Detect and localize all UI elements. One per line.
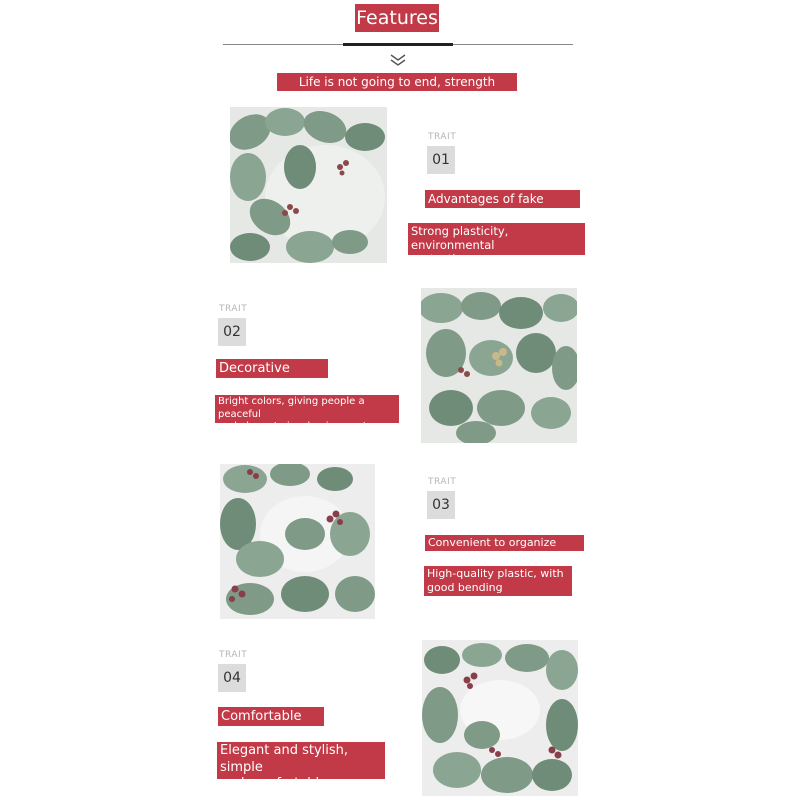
header-divider-accent bbox=[343, 43, 453, 46]
trait-description-4: Elegant and stylish, simple and comfortable bbox=[217, 742, 385, 779]
trait-description-3: High-quality plastic, with good bending performance bbox=[424, 566, 572, 596]
trait-number-2: 02 bbox=[218, 318, 246, 346]
trait-heading-2: Decorative space bbox=[216, 359, 328, 378]
features-title: Features bbox=[355, 4, 439, 32]
trait-number-1: 01 bbox=[427, 146, 455, 174]
eucalyptus-wreath-photo-1 bbox=[230, 107, 387, 263]
trait-heading-4: Comfortable life bbox=[218, 707, 324, 726]
eucalyptus-wreath-photo-3 bbox=[220, 464, 375, 619]
double-chevron-down-icon bbox=[388, 52, 408, 68]
trait-description-2: Bright colors, giving people a peaceful and elegant visual enjoyment bbox=[215, 395, 399, 423]
eucalyptus-wreath-photo-2 bbox=[421, 288, 577, 443]
trait-number-4: 04 bbox=[218, 664, 246, 692]
trait-label-1: TRAIT bbox=[428, 132, 457, 142]
trait-label-2: TRAIT bbox=[219, 304, 248, 314]
eucalyptus-wreath-photo-4 bbox=[422, 640, 578, 796]
trait-heading-1: Advantages of fake flowers bbox=[425, 190, 580, 208]
trait-label-3: TRAIT bbox=[428, 477, 457, 487]
subtitle-banner: Life is not going to end, strength testimony bbox=[277, 73, 517, 91]
trait-heading-3: Convenient to organize styling bbox=[425, 535, 584, 551]
trait-description-1: Strong plasticity, environmental protection, easy maintenance bbox=[408, 223, 585, 255]
trait-number-3: 03 bbox=[427, 491, 455, 519]
trait-label-4: TRAIT bbox=[219, 650, 248, 660]
